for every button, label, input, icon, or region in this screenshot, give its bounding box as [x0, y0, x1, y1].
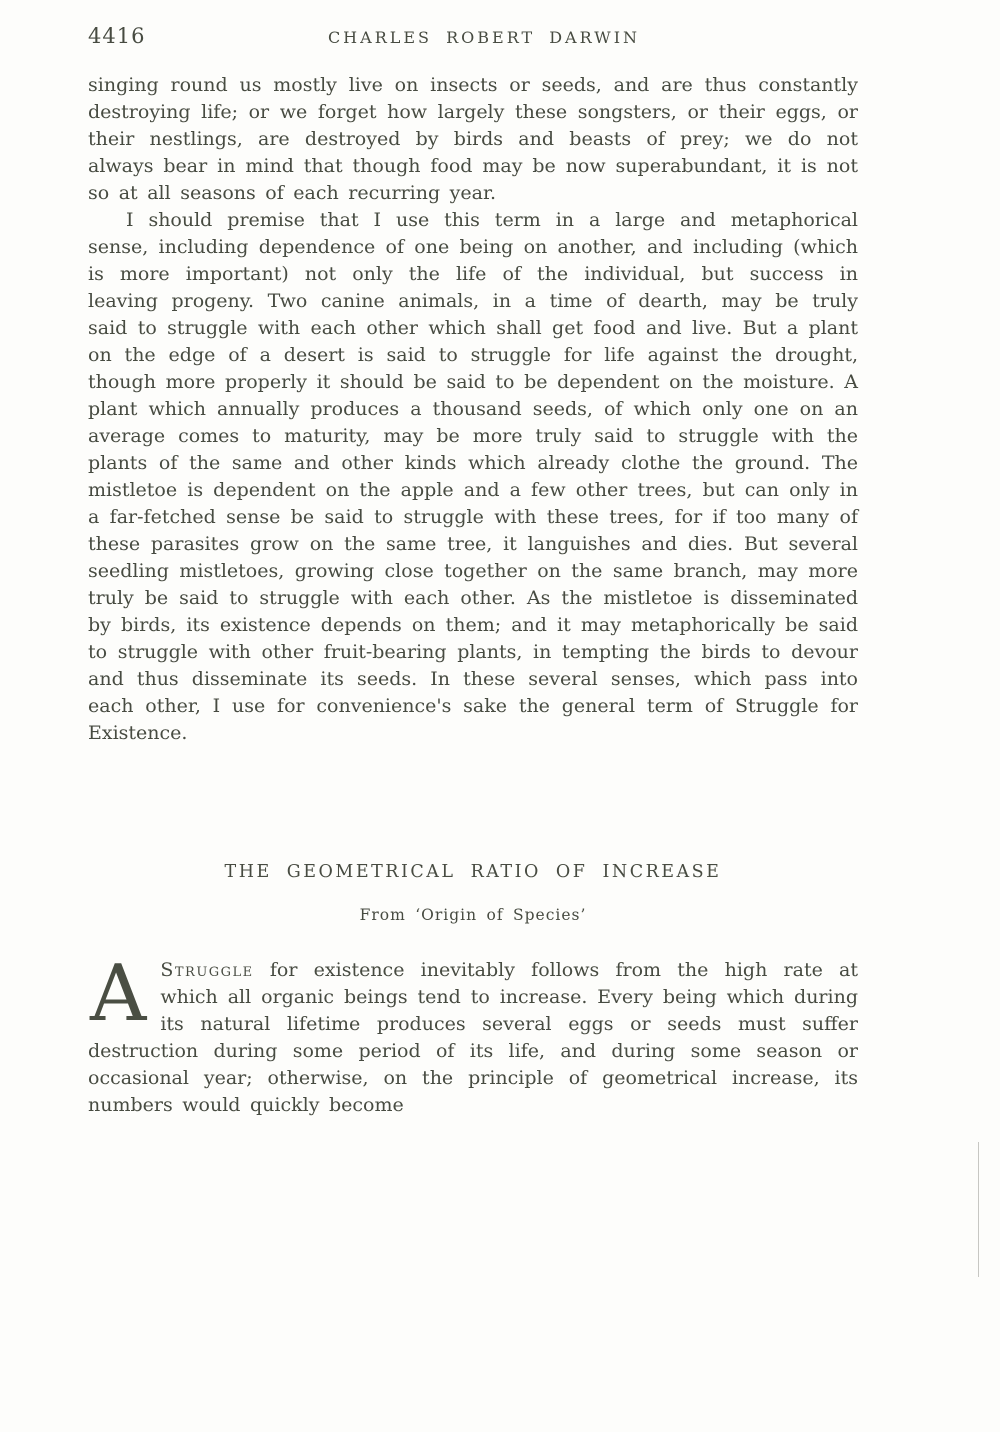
page-number: 4416: [88, 24, 146, 48]
text-block: [88, 72, 858, 1119]
paragraph-continuation: singing round us mostly live on insects or seeds, and are thus constantly destroying life; or we forget how largely these songsters, or their eggs, or their nestlings, are destroyed by birds and beasts of prey; we do not always bear in mind that though food may be now superabundant, it is not so at all seasons of each recurring year.: [88, 74, 858, 204]
smallcaps-word: Struggle: [160, 959, 254, 981]
opening-paragraph: [88, 949, 858, 1119]
section-heading: THE GEOMETRICAL RATIO OF INCREASE: [224, 862, 722, 882]
running-title: CHARLES ROBERT DARWIN: [327, 28, 641, 47]
page-header: [88, 24, 880, 52]
source-attribution: From ‘Origin of Species’: [359, 906, 587, 924]
scan-artifact-line: [978, 1142, 979, 1277]
paragraph: I should premise that I use this term in a large and metaphorical sense, including dependence of one being on another, and including (which is more important) not only the life of the individual, but success in leaving progeny. Two canine animals, in a time of dearth, may be truly said to struggle with each other which shall get food and live. But a plant on the edge of a desert is said to struggle for life against the drought, though more properly it should be said to be dependent on the moisture. A plant which annually produces a thousand seeds, of which only one on an average comes to maturity, may be more truly said to struggle with the plants of the same and other kinds which already clothe the ground. The mistletoe is dependent on the apple and a few other trees, but can only in a far-fetched sense be said to struggle with these trees, for if too many of these parasites grow on the same tree, it languishes and dies. But several seedling mistletoes, growing close together on the same branch, may more truly be said to struggle with each other. As the mistletoe is disseminated by birds, its existence depends on them; and it may metaphorically be said to struggle with other fruit-bearing plants, in tempting the birds to devour and thus disseminate its seeds. In these several senses, which pass into each other, I use for convenience's sake the general term of Struggle for Existence.: [88, 209, 858, 744]
opening-text: for existence inevitably follows from the high rate at which all organic beings tend to increase. Every being which during its natural lifetime produces several eggs or seeds must suffer destruction during some period of its life, and during some season or occasional year; otherwise, on the principle of geometrical increase, its numbers would quickly become: [88, 959, 858, 1116]
drop-cap: A: [90, 949, 147, 1039]
